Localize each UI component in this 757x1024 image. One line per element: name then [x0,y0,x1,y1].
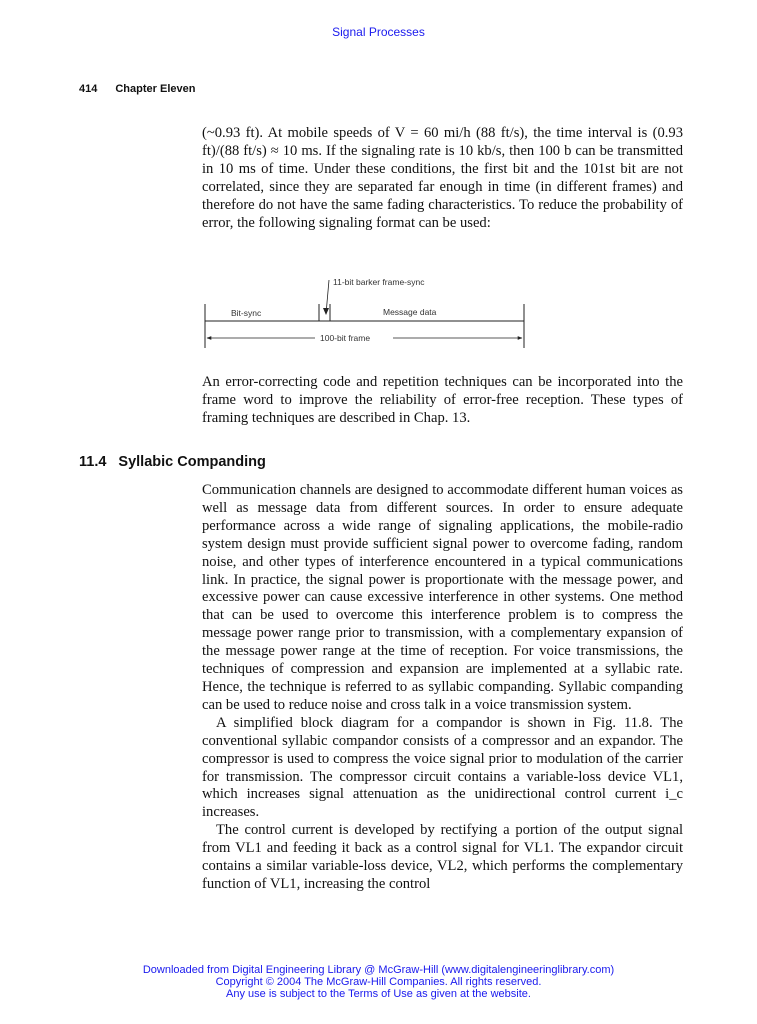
section-title: Syllabic Companding [118,454,266,470]
footer-terms[interactable]: Any use is subject to the Terms of Use as given at the website. [226,988,531,1000]
bit-sync-label: Bit-sync [231,308,262,318]
running-head [79,83,195,95]
message-data-label: Message data [383,307,437,317]
section-paragraph: A simplified block diagram for a compandor is shown in Fig. 11.8. The conventional syllabic compandor consists of a compressor and an expandor. The compressor is used to compress the voice signal prior to modulation of the carrier for transmission. The compressor circuit contains a variable-loss device VL1, which increases signal attenuation as the unidirectional control current i_c increases. [202,714,683,821]
section-paragraph: The control current is developed by rectifying a portion of the output signal from VL1 and feeding it back as a control signal for VL1. The expandor circuit contains a similar variable-loss device, VL2, which performs the complementary function of VL1, increasing the control [202,822,683,892]
after-diagram-paragraph: An error-correcting code and repetition techniques can be incorporated into the frame word to improve the reliability of error-free reception. These types of framing techniques are described in Chap. 13. [202,374,683,426]
section-number: 11.4 [79,454,107,470]
frame-length-label: 100-bit frame [320,333,371,343]
body-column-top [202,125,683,232]
section-body [202,482,683,894]
page-number: 414 [79,83,98,95]
frame-format-diagram [195,270,535,350]
intro-paragraph: (~0.93 ft). At mobile speeds of V = 60 mi/h (88 ft/s), the time interval is (0.93 ft)/(88 ft/s) ≈ 10 ms. If the signaling rate is 10 kb/s, then 100 b can be transmitted in 10 ms of time. Under these conditions, the first bit and the 101st bit are not correlated, since they are separated far enough in time (in different frames) and therefore do not have the same fading characteristics. To reduce the probability of error, the following signaling format can be used: [202,125,683,231]
footer-notice [0,964,757,1000]
barker-pointer-arrowhead [323,308,329,315]
chapter-title: Chapter Eleven [115,83,196,95]
section-heading [79,454,266,470]
site-banner[interactable]: Signal Processes [332,25,425,39]
barker-label: 11-bit barker frame-sync [333,277,425,287]
section-paragraph: Communication channels are designed to accommodate different human voices as well as message data from different sources. In order to ensure adequate performance across a wide range of signaling applications, the mobile-radio system design must provide sufficient signal power to overcome fading, random noise, and other types of interference encountered in a typical communications link. In practice, the signal power is proportionate with the message power, and excessive power can cause excessive interference in other systems. One method that can be used to overcome this interference problem is to compress the message power range prior to transmission, with a complementary expansion of the message power range at the time of reception. For voice transmissions, the techniques of compression and expansion are implemented at a syllabic rate. Hence, the technique is referred to as syllabic companding. Syllabic companding can be used to reduce noise and cross talk in a voice transmission system. [202,482,683,713]
body-column-middle [202,374,683,428]
footer-copyright[interactable]: Copyright © 2004 The McGraw-Hill Companies. All rights reserved. [215,976,542,988]
footer-download-link[interactable]: Downloaded from Digital Engineering Library @ McGraw-Hill (www.digitalengineeringlibrary.com) [142,964,615,976]
